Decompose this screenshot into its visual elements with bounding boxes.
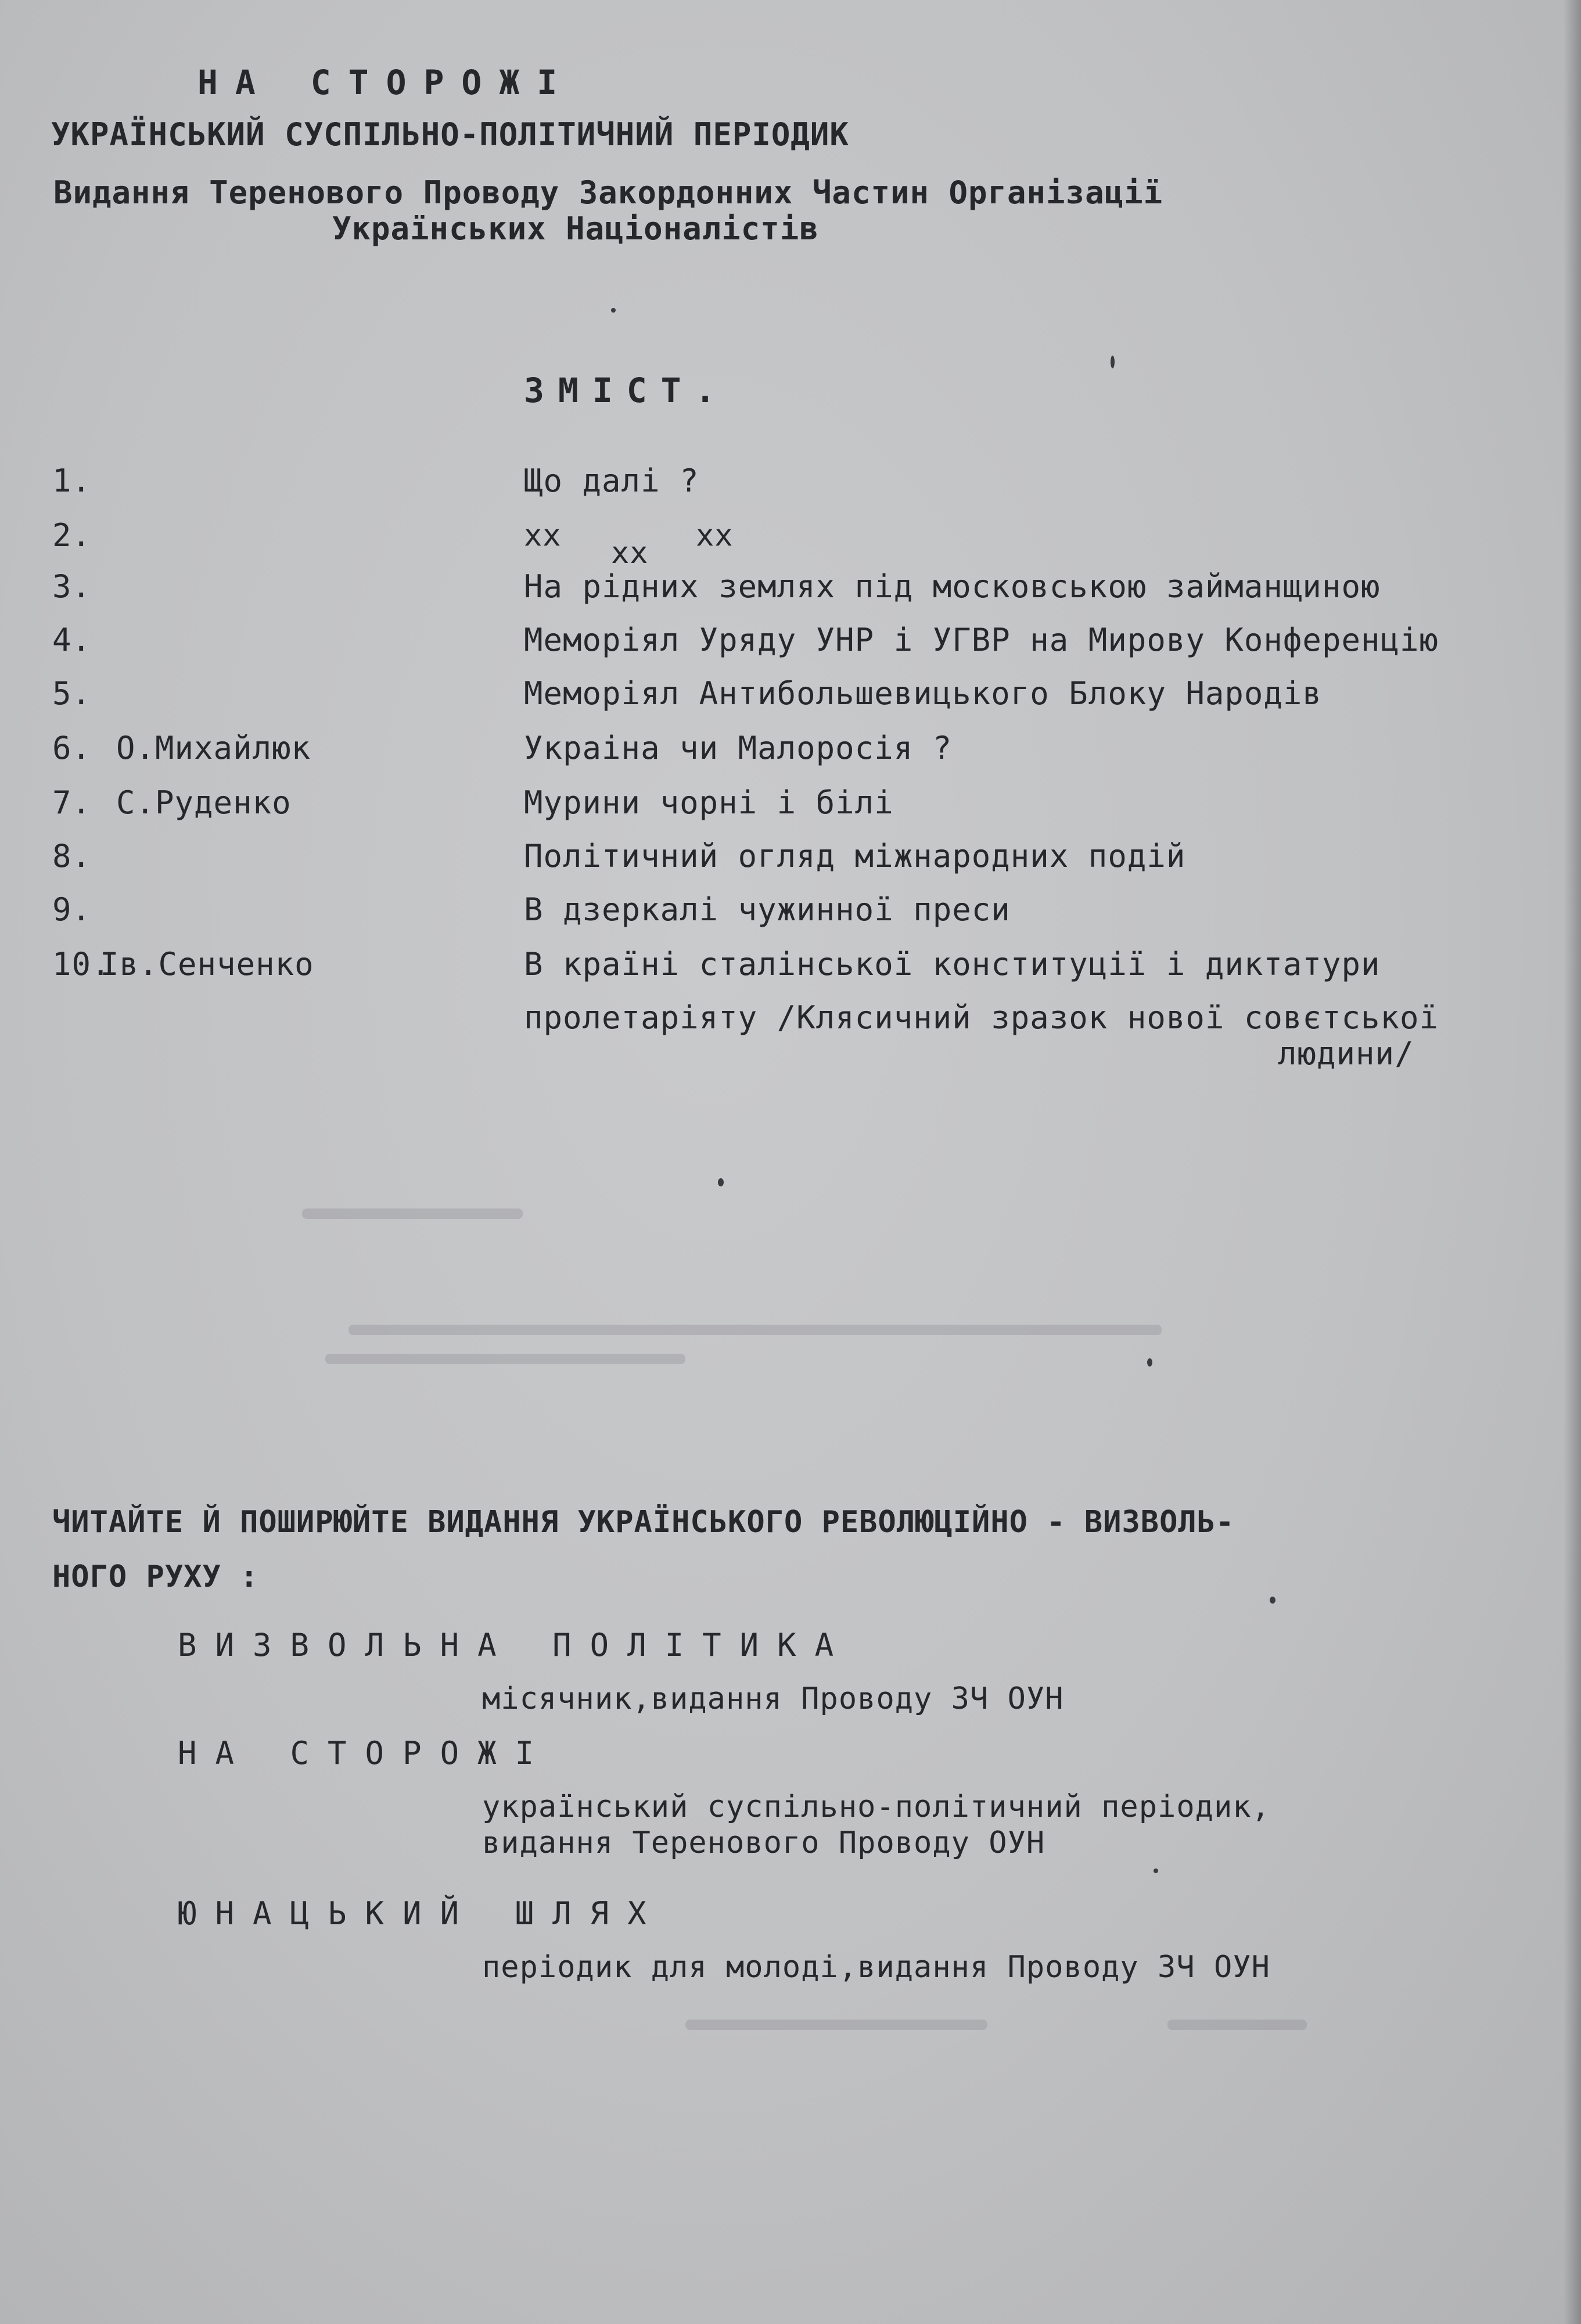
publication-description: видання Теренового Проводу ОУН [482, 1826, 1045, 1860]
publication-name: ВИЗВОЛЬНА ПОЛІТИКА [178, 1627, 853, 1663]
toc-item-title: В країні сталінської конституції і диктатури [524, 946, 1381, 982]
toc-item-number: 7. [52, 784, 92, 821]
toc-item-title: xx [524, 518, 562, 553]
toc-item-title-continued: людини/ [1278, 1035, 1414, 1072]
toc-item-title: Украіна чи Малоросія ? [524, 730, 953, 766]
periodical-title: НА СТОРОЖІ [197, 63, 575, 102]
ink-speck [611, 308, 616, 313]
publisher-line-1: Видання Теренового Проводу Закордонних Частин Організації [53, 174, 1163, 211]
ink-speck [718, 1178, 724, 1186]
toc-item-title: В дзеркалі чужинної преси [524, 891, 1011, 928]
publication-description: український суспільно-політичний періодик, [482, 1789, 1270, 1824]
bleed-through-mark [325, 1354, 685, 1364]
toc-heading: ЗМІСТ. [524, 371, 730, 410]
bleed-through-mark [685, 2020, 987, 2030]
toc-item-title: На рідних землях під московською займанщиною [524, 568, 1381, 605]
ink-speck [1270, 1597, 1275, 1604]
bleed-through-mark [348, 1325, 1162, 1335]
toc-item-number: 3. [52, 568, 92, 605]
promo-text-line-2: НОГО РУХУ : [52, 1559, 259, 1594]
toc-item-number: 8. [52, 838, 92, 874]
toc-item-title: Меморіял Уряду УНР і УГВР на Мирову Конференцію [524, 622, 1439, 658]
toc-item-title: Мурини чорні і білі [524, 784, 894, 821]
toc-item-number: 6. [52, 730, 92, 766]
toc-item-author: С.Руденко [116, 784, 292, 821]
toc-item-number: 1. [52, 462, 92, 499]
page-edge-shadow [1564, 0, 1581, 2324]
toc-item-title: Меморіял Антибольшевицького Блоку Народів [524, 675, 1322, 712]
ink-speck [1147, 1358, 1152, 1367]
toc-item-author: О.Михайлюк [116, 730, 311, 766]
bleed-through-mark [302, 1208, 523, 1219]
toc-item-title-mark: xx [611, 536, 649, 571]
publication-name: НА СТОРОЖІ [178, 1735, 553, 1771]
bleed-through-mark [1167, 2020, 1307, 2030]
toc-item-number: 9. [52, 891, 92, 928]
toc-item-title: Що далі ? [524, 462, 699, 499]
promo-text-line-1: ЧИТАЙТЕ Й ПОШИРЮЙТЕ ВИДАННЯ УКРАЇНСЬКОГО РЕВОЛЮЦІЙНО - ВИЗВОЛЬ- [52, 1505, 1235, 1540]
periodical-subtitle: УКРАЇНСЬКИЙ СУСПІЛЬНО-ПОЛІТИЧНИЙ ПЕРІОДИК [51, 116, 849, 153]
toc-item-author: Ів.Сенченко [100, 946, 314, 982]
toc-item-title: Політичний огляд міжнародних подій [524, 838, 1186, 874]
toc-item-number: 10. [52, 946, 111, 982]
publisher-line-2: Українських Націоналістів [332, 210, 819, 247]
publication-name: ЮНАЦЬКИЙ ШЛЯХ [178, 1895, 665, 1932]
ink-speck [1154, 1868, 1158, 1873]
toc-item-title-continued: пролетаріяту /Клясичний зразок нової совєтської [524, 999, 1439, 1036]
toc-item-number: 2. [52, 517, 92, 554]
toc-item-number: 4. [52, 622, 92, 658]
publication-description: періодик для молоді,видання Проводу ЗЧ ОУН [482, 1950, 1270, 1985]
publication-description: місячник,видання Проводу ЗЧ ОУН [482, 1681, 1064, 1716]
toc-item-number: 5. [52, 675, 92, 712]
toc-item-title-mark: xx [696, 518, 734, 553]
ink-speck [1111, 356, 1115, 368]
